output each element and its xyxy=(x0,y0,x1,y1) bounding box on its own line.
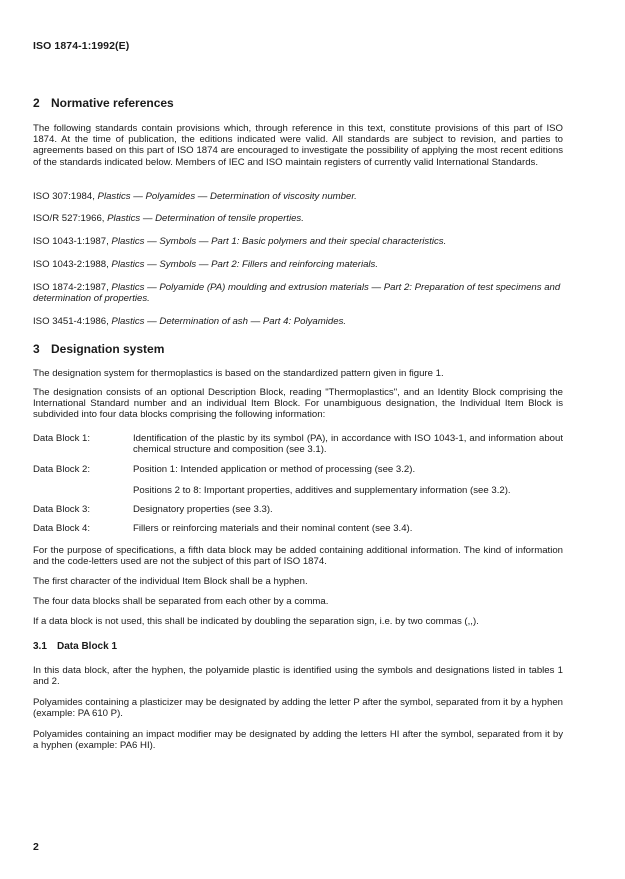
data-block-1-paragraph-3: Polyamides containing an impact modifier may be designated by adding the letters HI after the symbol, separated from it by a hyphen (example: PA6 HI). xyxy=(33,729,563,752)
section-3-heading xyxy=(33,342,164,356)
normative-intro-paragraph: The following standards contain provisions which, through reference in this text, constitute provisions of this part of ISO 1874. At the time of publication, the editions indicated were valid. All standards are subject to revision, and parties to agreements based on this part of ISO 1874 are encouraged to investigate the possibility of applying the most recent editions of the standards indicated below. Members of IEC and ISO maintain registers of currently valid International Standards. xyxy=(33,123,563,168)
section-number: 3 xyxy=(33,342,40,356)
reference-code: ISO 307:1984, xyxy=(33,191,95,202)
section-number: 2 xyxy=(33,96,40,110)
subsection-3-1-heading xyxy=(33,641,117,652)
designation-paragraph-3: For the purpose of specifications, a fifth data block may be added containing additional information. The kind of information and the code-letters used are not the subject of this part of ISO 1874. xyxy=(33,545,563,568)
reference-code: ISO 1043-2:1988, xyxy=(33,259,109,270)
document-id-header: ISO 1874-1:1992(E) xyxy=(33,40,130,52)
reference-title: Plastics — Determination of tensile properties. xyxy=(107,213,304,224)
reference-title: Plastics — Determination of ash — Part 4: Polyamides. xyxy=(111,316,347,327)
reference-code: ISO 3451-4:1986, xyxy=(33,316,109,327)
designation-paragraph-4: The first character of the individual Item Block shall be a hyphen. xyxy=(33,576,308,587)
data-block-label: Data Block 3: xyxy=(33,504,91,515)
designation-paragraph-1: The designation system for thermoplastics is based on the standardized pattern given in figure 1. xyxy=(33,368,444,379)
subsection-number: 3.1 xyxy=(33,641,47,652)
subsection-title: Data Block 1 xyxy=(57,641,118,652)
data-block-label: Data Block 1: xyxy=(33,433,91,444)
data-block-label: Data Block 2: xyxy=(33,464,91,475)
reference-item xyxy=(33,213,563,224)
data-block-text: Fillers or reinforcing materials and their nominal content (see 3.4). xyxy=(133,523,413,534)
data-block-label: Data Block 4: xyxy=(33,523,91,534)
data-block-text: Identification of the plastic by its symbol (PA), in accordance with ISO 1043-1, and information about chemical structure and composition (see 3.1). xyxy=(133,433,563,456)
reference-title: Plastics — Symbols — Part 2: Fillers and reinforcing materials. xyxy=(111,259,378,270)
data-block-1-paragraph-1: In this data block, after the hyphen, the polyamide plastic is identified using the symbols and designations listed in tables 1 and 2. xyxy=(33,665,563,688)
reference-item xyxy=(33,316,563,327)
reference-item xyxy=(33,282,563,304)
reference-code: ISO 1874-2:1987, xyxy=(33,282,109,293)
data-block-text: Designatory properties (see 3.3). xyxy=(133,504,273,515)
data-block-text: Position 1: Intended application or method of processing (see 3.2). xyxy=(133,464,416,475)
section-title: Normative references xyxy=(51,96,174,110)
reference-code: ISO/R 527:1966, xyxy=(33,213,105,224)
data-block-1-paragraph-2: Polyamides containing a plasticizer may be designated by adding the letter P after the symbol, separated from it by a hyphen (example: PA 610 P). xyxy=(33,697,563,720)
designation-paragraph-6: If a data block is not used, this shall be indicated by doubling the separation sign, i.e. by two commas (,,). xyxy=(33,616,479,627)
section-title: Designation system xyxy=(51,342,165,356)
reference-code: ISO 1043-1:1987, xyxy=(33,236,109,247)
reference-item xyxy=(33,236,563,247)
designation-paragraph-2: The designation consists of an optional Description Block, reading "Thermoplastics", and an Identity Block comprising the International Standard number and an individual Item Block. For unambiguous designation, the Individual Item Block is subdivided into four data blocks comprising the following information: xyxy=(33,387,563,421)
page-number: 2 xyxy=(33,841,39,853)
reference-title: Plastics — Symbols — Part 1: Basic polymers and their special characteristics. xyxy=(111,236,447,247)
designation-paragraph-5: The four data blocks shall be separated from each other by a comma. xyxy=(33,596,329,607)
reference-title: Plastics — Polyamide (PA) moulding and extrusion materials — Part 2: Preparation of test specimens and determination of properties. xyxy=(33,282,561,305)
data-block-text: Positions 2 to 8: Important properties, additives and supplementary information (see 3.2). xyxy=(133,485,511,496)
section-2-heading xyxy=(33,96,174,110)
reference-title: Plastics — Polyamides — Determination of viscosity number. xyxy=(97,191,357,202)
reference-item xyxy=(33,191,563,202)
reference-item xyxy=(33,259,563,270)
